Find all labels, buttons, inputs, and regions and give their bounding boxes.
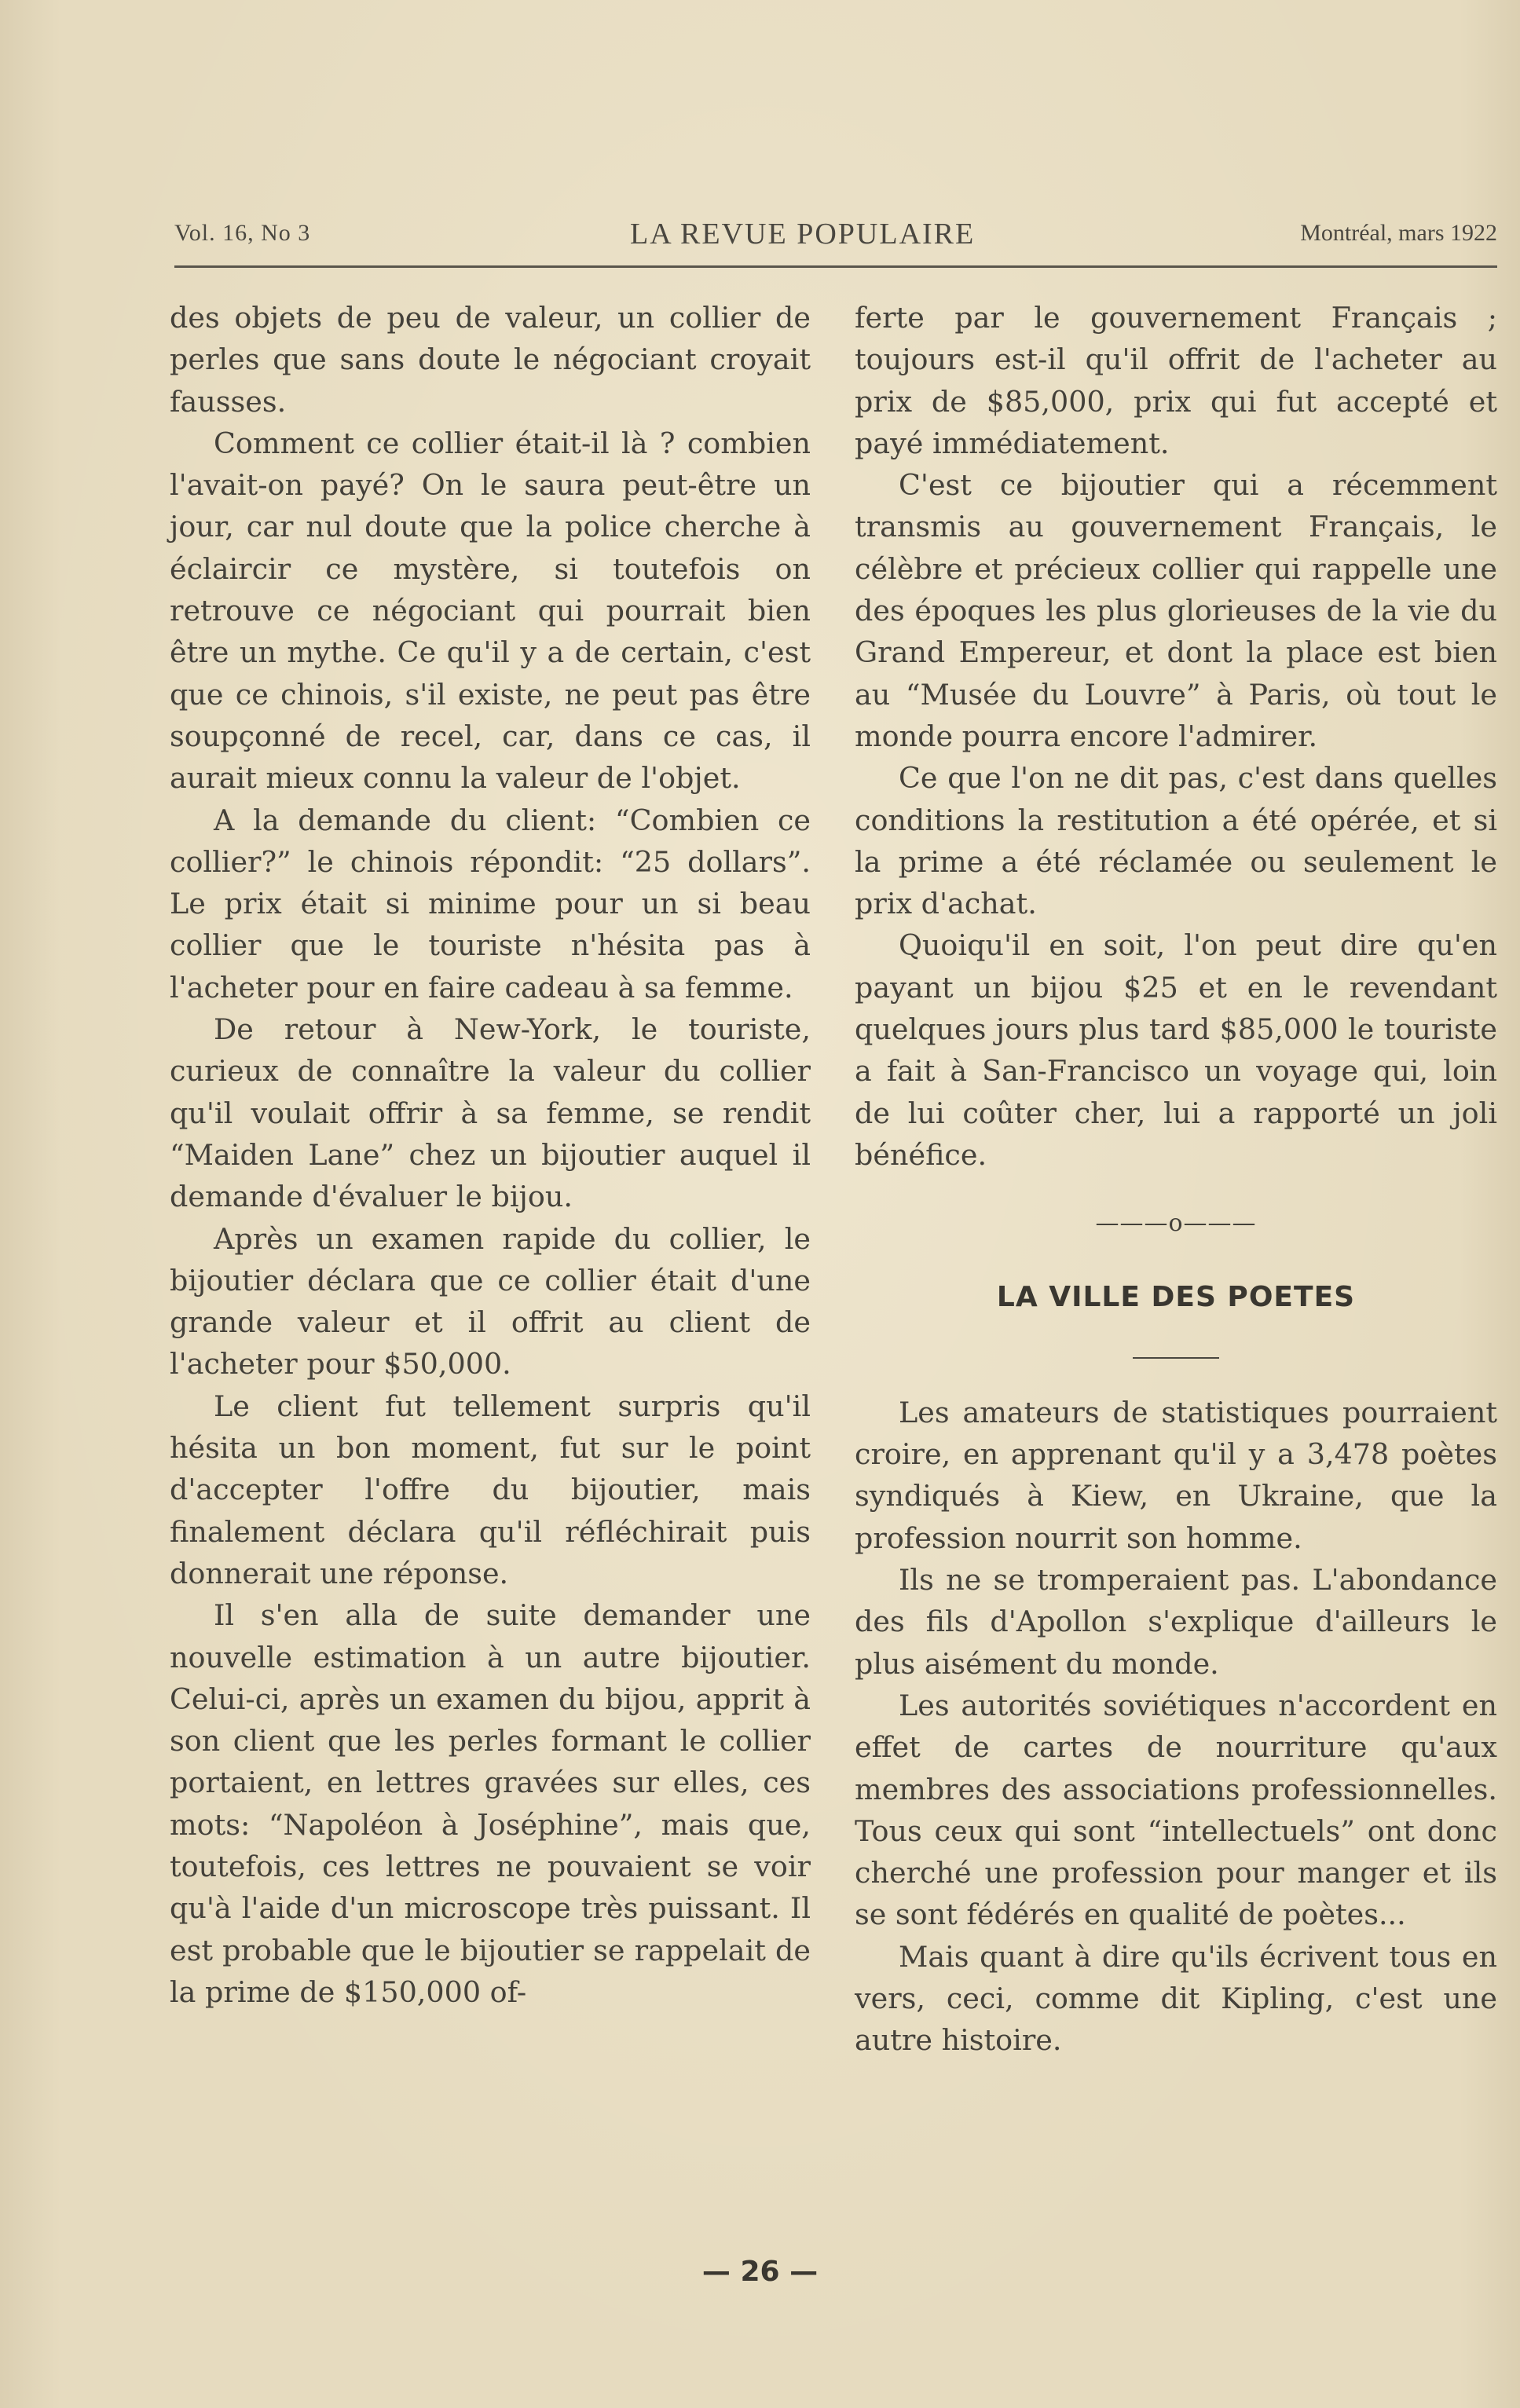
paragraph: Mais quant à dire qu'ils écrivent tous en vers, ceci, comme dit Kipling, c'est une autre histoire.	[855, 1939, 1497, 2058]
paragraph: De retour à New-York, le touriste, curieux de connaître la valeur du collier qu'il voulait offrir à sa femme, se rendit “Maiden Lane” chez un bijoutier auquel il demande d'évaluer le bijou.	[170, 1012, 811, 1214]
paragraph: Le client fut tellement surpris qu'il hésita un bon moment, fut sur le point d'accepter l'offre du bijoutier, mais finalement déclara qu'il réfléchirait puis donnerait une réponse.	[170, 1389, 811, 1590]
paragraph: Ce que l'on ne dit pas, c'est dans quelles conditions la restitution a été opérée, et si la prime a été réclamée ou seulement le prix d'achat.	[855, 761, 1497, 921]
paragraph: des objets de peu de valeur, un collier de perles que sans doute le négociant croyait fausses.	[170, 301, 811, 419]
paragraph: Il s'en alla de suite demander une nouvelle estimation à un autre bijoutier. Celui-ci, après un examen du bijou, apprit à son client que les perles formant le collier portaient, en lettres gravées sur elles, ces mots: “Napoléon à Joséphine”, mais que, toutefois, ces lettres ne pouvaient se voir qu'à l'aide d'un microscope très puissant. Il est probable que le bijoutier se rappelait de la prime de $150,000 of-	[170, 1598, 811, 2009]
volume-number: Vol. 16, No 3	[174, 220, 311, 246]
section-separator: ———o———	[1095, 1209, 1257, 1238]
running-header	[174, 217, 1497, 256]
section-title: LA VILLE DES POETES	[996, 1280, 1356, 1313]
paragraph: C'est ce bijoutier qui a récemment transmis au gouvernement Français, le célèbre et précieux collier qui rappelle une des époques les plus glorieuses de la vie du Grand Empereur, et dont la place est bien au “Musée du Louvre” à Paris, où tout le monde pourra encore l'admirer.	[855, 468, 1497, 753]
publication-title: LA REVUE POPULAIRE	[630, 218, 976, 251]
paragraph: A la demande du client: “Combien ce collier?” le chinois répondit: “25 dollars”. Le prix était si minime pour un si beau collier que le touriste n'hésita pas à l'acheter pour en faire cadeau à sa femme.	[170, 803, 811, 1005]
paragraph: ferte par le gouvernement Français ; toujours est-il qu'il offrit de l'acheter au prix de $85,000, prix qui fut accepté et payé immédiatement.	[855, 301, 1497, 460]
left-column	[170, 297, 811, 2013]
right-column	[855, 297, 1497, 2062]
header-rule	[174, 265, 1497, 268]
paragraph: Quoiqu'il en soit, l'on peut dire qu'en payant un bijou $25 et en le revendant quelques jours plus tard $85,000 le touriste a fait à San-Francisco un voyage qui, loin de lui coûter cher, lui a rapporté un joli bénéfice.	[855, 928, 1497, 1172]
page-number: — 26 —	[701, 2256, 819, 2288]
paragraph: Les amateurs de statistiques pourraient croire, en apprenant qu'il y a 3,478 poètes syndiqués à Kiew, en Ukraine, que la profession nourrit son homme.	[855, 1395, 1497, 1555]
paragraph: Après un examen rapide du collier, le bijoutier déclara que ce collier était d'une grande valeur et il offrit au client de l'acheter pour $50,000.	[170, 1221, 811, 1381]
paragraph: Comment ce collier était-il là ? combien l'avait-on payé? On le saura peut-être un jour, car nul doute que la police cherche à éclaircir ce mystère, si toutefois on retrouve ce négociant qui pourrait bien être un mythe. Ce qu'il y a de certain, c'est que ce chinois, s'il existe, ne peut pas être soupçonné de recel, car, dans ce cas, il aurait mieux connu la valeur de l'objet.	[170, 426, 811, 796]
paragraph: Les autorités soviétiques n'accordent en effet de cartes de nourriture qu'aux membres des associations professionnelles. Tous ceux qui sont “intellectuels” ont donc cherché une profession pour manger et ils se sont fédérés en qualité de poètes...	[855, 1688, 1497, 1932]
paragraph: Ils ne se tromperaient pas. L'abondance des fils d'Apollon s'explique d'ailleurs le plus aisément du monde.	[855, 1563, 1497, 1681]
issue-date: Montréal, mars 1922	[1300, 220, 1497, 246]
title-rule	[1133, 1357, 1219, 1359]
